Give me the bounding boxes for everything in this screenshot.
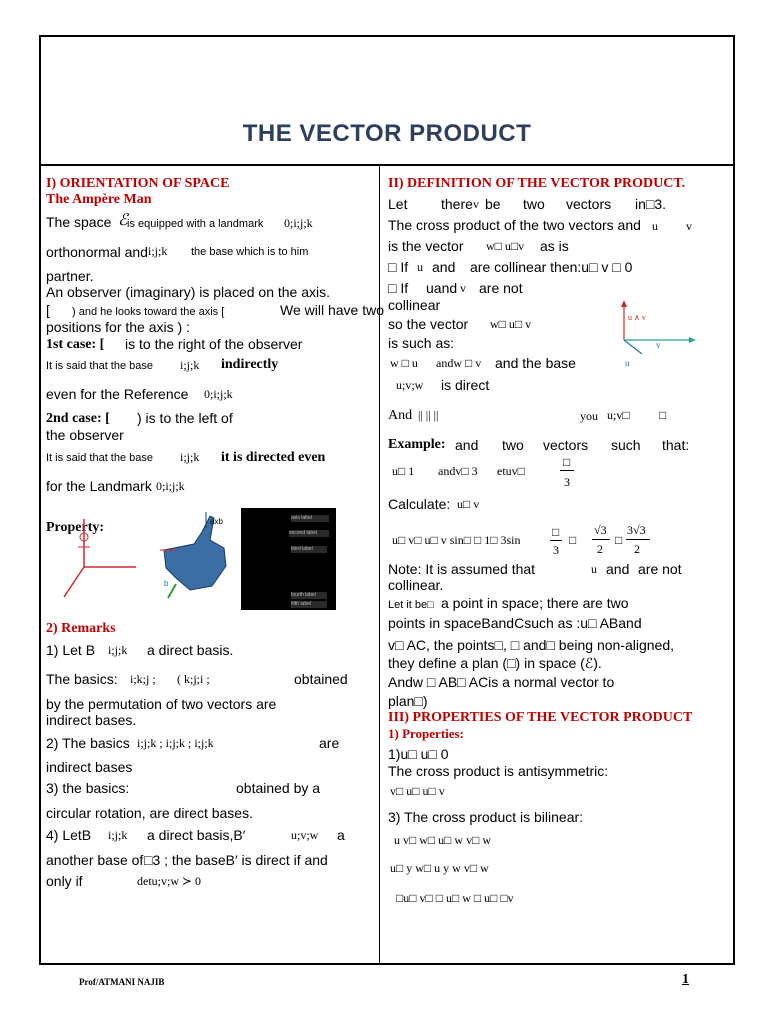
- footer-author: Prof/ATMANI NAJIB: [79, 977, 165, 987]
- text-line: as is: [540, 238, 569, 254]
- text-line: such: [611, 437, 641, 453]
- text-line: vectors: [566, 196, 612, 212]
- text-line: [: [46, 302, 50, 318]
- text-line: are not: [479, 280, 523, 296]
- x-axis: [64, 567, 84, 597]
- math-equation: □: [569, 533, 577, 547]
- text-line: We will have two: [280, 302, 385, 318]
- text-line: and: [455, 437, 479, 453]
- math-basis: i;j;k: [180, 358, 200, 372]
- math-expression: andw □ v: [436, 356, 482, 370]
- text-line: they define a plan (□) in space (ℰ).: [388, 655, 602, 671]
- text-line: obtained: [294, 671, 348, 687]
- text-line: two: [502, 437, 524, 453]
- text-line: And: [388, 408, 413, 423]
- math-expression: u□ 1: [392, 464, 415, 478]
- text-line: points in spaceBandCsuch as :u□ ABand: [388, 615, 642, 631]
- math-fraction: 2: [597, 542, 603, 556]
- hand-label: axb: [210, 517, 223, 526]
- math-basis: i;j;k: [180, 450, 200, 464]
- page-frame: [39, 35, 735, 965]
- math-expression: w□ u□ v: [490, 317, 532, 331]
- text-line: a direct basis,B′: [147, 827, 246, 843]
- text-line: ) and he looks toward the axis [: [72, 306, 225, 318]
- text-line: 3) The cross product is bilinear:: [388, 809, 584, 825]
- dark-photo-figure: [241, 508, 336, 610]
- text-line: and: [606, 561, 630, 577]
- vector-arrow: [168, 584, 176, 598]
- property-label: Property:: [46, 520, 105, 535]
- math-vector: v: [473, 197, 479, 211]
- text-line: are: [319, 735, 340, 751]
- fraction-bar: [550, 540, 562, 541]
- emphasis: it is directed even: [221, 450, 326, 465]
- text-line: 4) LetB: [46, 827, 92, 843]
- text-line: a point in space; there are two: [441, 595, 629, 611]
- text-line: v□ AC, the points□, □ and□ being non-aligned,: [388, 637, 675, 653]
- text-line: Let: [388, 196, 408, 212]
- math-basis: u;v;w: [396, 378, 424, 392]
- text-line: are collinear then:u□ v □ 0: [470, 259, 633, 275]
- text-line: in□3.: [635, 196, 667, 212]
- photo-label: second label: [289, 530, 329, 537]
- section-heading: I) ORIENTATION OF SPACE: [46, 176, 230, 191]
- text-line: An observer (imaginary) is placed on the axis.: [46, 284, 331, 300]
- space-symbol: ℰ: [118, 212, 128, 229]
- math-fraction: 3: [564, 475, 570, 489]
- page-number: 1: [682, 972, 689, 987]
- section-heading: II) DEFINITION OF THE VECTOR PRODUCT.: [388, 176, 686, 191]
- text-line: is equipped with a landmark: [127, 218, 264, 230]
- text-line: □ If: [388, 280, 409, 296]
- text-line: positions for the axis ) :: [46, 319, 190, 335]
- text-line: collinear: [388, 297, 441, 313]
- text-line: are not: [638, 561, 682, 577]
- math-fraction: □: [563, 455, 571, 469]
- text-line: 3) the basics:: [46, 780, 130, 796]
- text-line: for the Landmark: [46, 478, 152, 494]
- text-line: and the base: [495, 355, 576, 371]
- text-line: Andw □ AB□ ACis a normal vector to: [388, 674, 615, 690]
- case-label: 2nd case: [: [46, 411, 110, 426]
- text-line: a direct basis.: [147, 642, 234, 658]
- math-frame: 0;i;j;k: [284, 216, 313, 230]
- example-label: Example:: [388, 437, 446, 452]
- math-expression: □u□ v□ □ u□ w □ u□ □v: [396, 891, 514, 905]
- text-line: the observer: [46, 427, 124, 443]
- math-expression: □: [659, 408, 667, 422]
- text-line: collinear.: [388, 577, 444, 593]
- text-line: another base of: [46, 852, 144, 868]
- photo-label: fourth label: [291, 592, 327, 599]
- text-line: Let it be□: [388, 599, 434, 611]
- math-norm: || || ||: [418, 408, 439, 422]
- column-divider: [379, 166, 380, 964]
- math-frame: 0;i;j;k: [204, 387, 233, 401]
- text-line: orthonormal and: [46, 244, 148, 260]
- math-fraction: 3√3: [627, 523, 646, 537]
- math-equation: u□ v□ u□ v sin□ □ 1□ 3sin: [392, 533, 521, 547]
- math-basis: u;v;w: [291, 828, 319, 842]
- math-basis: i;j;k ; i;j;k ; i;j;k: [137, 736, 214, 750]
- hand-label: b: [164, 579, 169, 588]
- math-expression: w□ u□v: [486, 239, 525, 253]
- text-line: is such as:: [388, 335, 455, 351]
- photo-label: axis label: [291, 515, 329, 522]
- text-line: a: [337, 827, 345, 843]
- text-line: is to the right of the observer: [125, 336, 303, 352]
- text-line: The cross product is antisymmetric:: [388, 763, 609, 779]
- math-expression: v□ u□ u□ v: [390, 784, 445, 798]
- text-line: be: [485, 196, 501, 212]
- text-line: even for the Reference: [46, 386, 189, 402]
- text-line: □3 ; the baseB′ is direct if and: [144, 852, 328, 868]
- text-line: there: [441, 196, 473, 212]
- text-line: ) is to the left of: [137, 410, 233, 426]
- case-label: 1st case: [: [46, 337, 105, 352]
- section-subheading: The Ampère Man: [46, 192, 152, 207]
- math-vector: u: [591, 562, 597, 576]
- section-heading: III) PROPERTIES OF THE VECTOR PRODUCT: [388, 710, 693, 725]
- diagram-label: u ∧ v: [628, 313, 646, 322]
- math-norm: u□ v: [457, 497, 480, 511]
- text-line: two: [523, 196, 545, 212]
- right-hand-figure: [154, 510, 240, 606]
- math-vector: u: [652, 219, 658, 233]
- math-basis: i;k;j ;: [130, 672, 156, 686]
- text-line: uand: [426, 280, 458, 296]
- math-equation: □: [615, 533, 623, 547]
- text-line: vectors: [543, 437, 589, 453]
- math-determinant: detu;v;w ≻ 0: [137, 874, 202, 888]
- text-line: partner.: [46, 268, 94, 284]
- text-line: by the permutation of two vectors are: [46, 696, 277, 712]
- cross-product-diagram: [612, 296, 700, 372]
- text-line: the base which is to him: [191, 246, 309, 258]
- text-line: indirect bases: [46, 759, 133, 775]
- text-line: that:: [662, 437, 690, 453]
- photo-label: fifth label: [291, 601, 327, 608]
- math-frame: 0;i;j;k: [156, 479, 185, 493]
- text-line: and: [432, 259, 456, 275]
- math-fraction: □: [552, 525, 560, 539]
- math-basis: ( k;j;i ;: [177, 672, 210, 686]
- axes-figure: [56, 515, 146, 607]
- text-line: Note: It is assumed that: [388, 561, 536, 577]
- math-expression: w □ u: [390, 356, 418, 370]
- text-line: 1) Let B: [46, 642, 96, 658]
- math-expression: u;v□: [607, 408, 630, 422]
- text-line: is the vector: [388, 238, 464, 254]
- math-vector: v: [460, 281, 466, 295]
- text-line: The space: [46, 214, 112, 230]
- text-line: It is said that the base: [46, 360, 154, 372]
- fraction-bar: [592, 539, 610, 540]
- arrow-head: [621, 300, 627, 307]
- text-line: The cross product of the two vectors and: [388, 217, 641, 233]
- text-line: plan□): [388, 693, 428, 709]
- math-basis: i;j;k: [108, 828, 128, 842]
- emphasis: indirectly: [221, 357, 279, 372]
- text-line: only if: [46, 873, 83, 889]
- math-fraction: 3: [553, 543, 559, 557]
- page-title: THE VECTOR PRODUCT: [242, 120, 532, 147]
- math-expression: etuv□: [497, 464, 525, 478]
- arrow-head: [689, 337, 696, 343]
- text-line: The basics:: [46, 671, 118, 687]
- math-expression: u□ y w□ u y w v□ w: [390, 861, 489, 875]
- text-line: 2) The basics: [46, 735, 130, 751]
- text-line: you: [580, 409, 598, 423]
- math-vector: v: [686, 219, 692, 233]
- math-expression: u v□ w□ u□ w v□ w: [394, 833, 491, 847]
- math-expression: andv□ 3: [438, 464, 478, 478]
- text-line: indirect bases.: [46, 712, 137, 728]
- section-subheading: 1) Properties:: [388, 726, 464, 741]
- diagram-label: v: [656, 340, 661, 350]
- hand-shape: [164, 516, 226, 590]
- text-line: 1)u□ u□ 0: [388, 746, 449, 762]
- fraction-bar: [560, 470, 574, 471]
- math-basis: i;j;k: [148, 244, 168, 258]
- text-line: Calculate:: [388, 496, 451, 512]
- text-line: obtained by a: [236, 780, 321, 796]
- diagram-label: u: [625, 358, 630, 368]
- math-fraction: 2: [634, 542, 640, 556]
- section-heading: 2) Remarks: [46, 621, 116, 636]
- text-line: circular rotation, are direct bases.: [46, 805, 253, 821]
- photo-label: third label: [291, 546, 327, 553]
- text-line: □ If: [388, 259, 409, 275]
- text-line: is direct: [441, 377, 490, 393]
- math-basis: i;j;k: [108, 643, 128, 657]
- math-vector: u: [417, 260, 423, 274]
- text-line: It is said that the base: [46, 452, 154, 464]
- text-line: so the vector: [388, 316, 469, 332]
- math-fraction: √3: [594, 523, 607, 537]
- vector-u: [624, 340, 642, 354]
- title-row: [41, 37, 733, 166]
- fraction-bar: [626, 539, 650, 540]
